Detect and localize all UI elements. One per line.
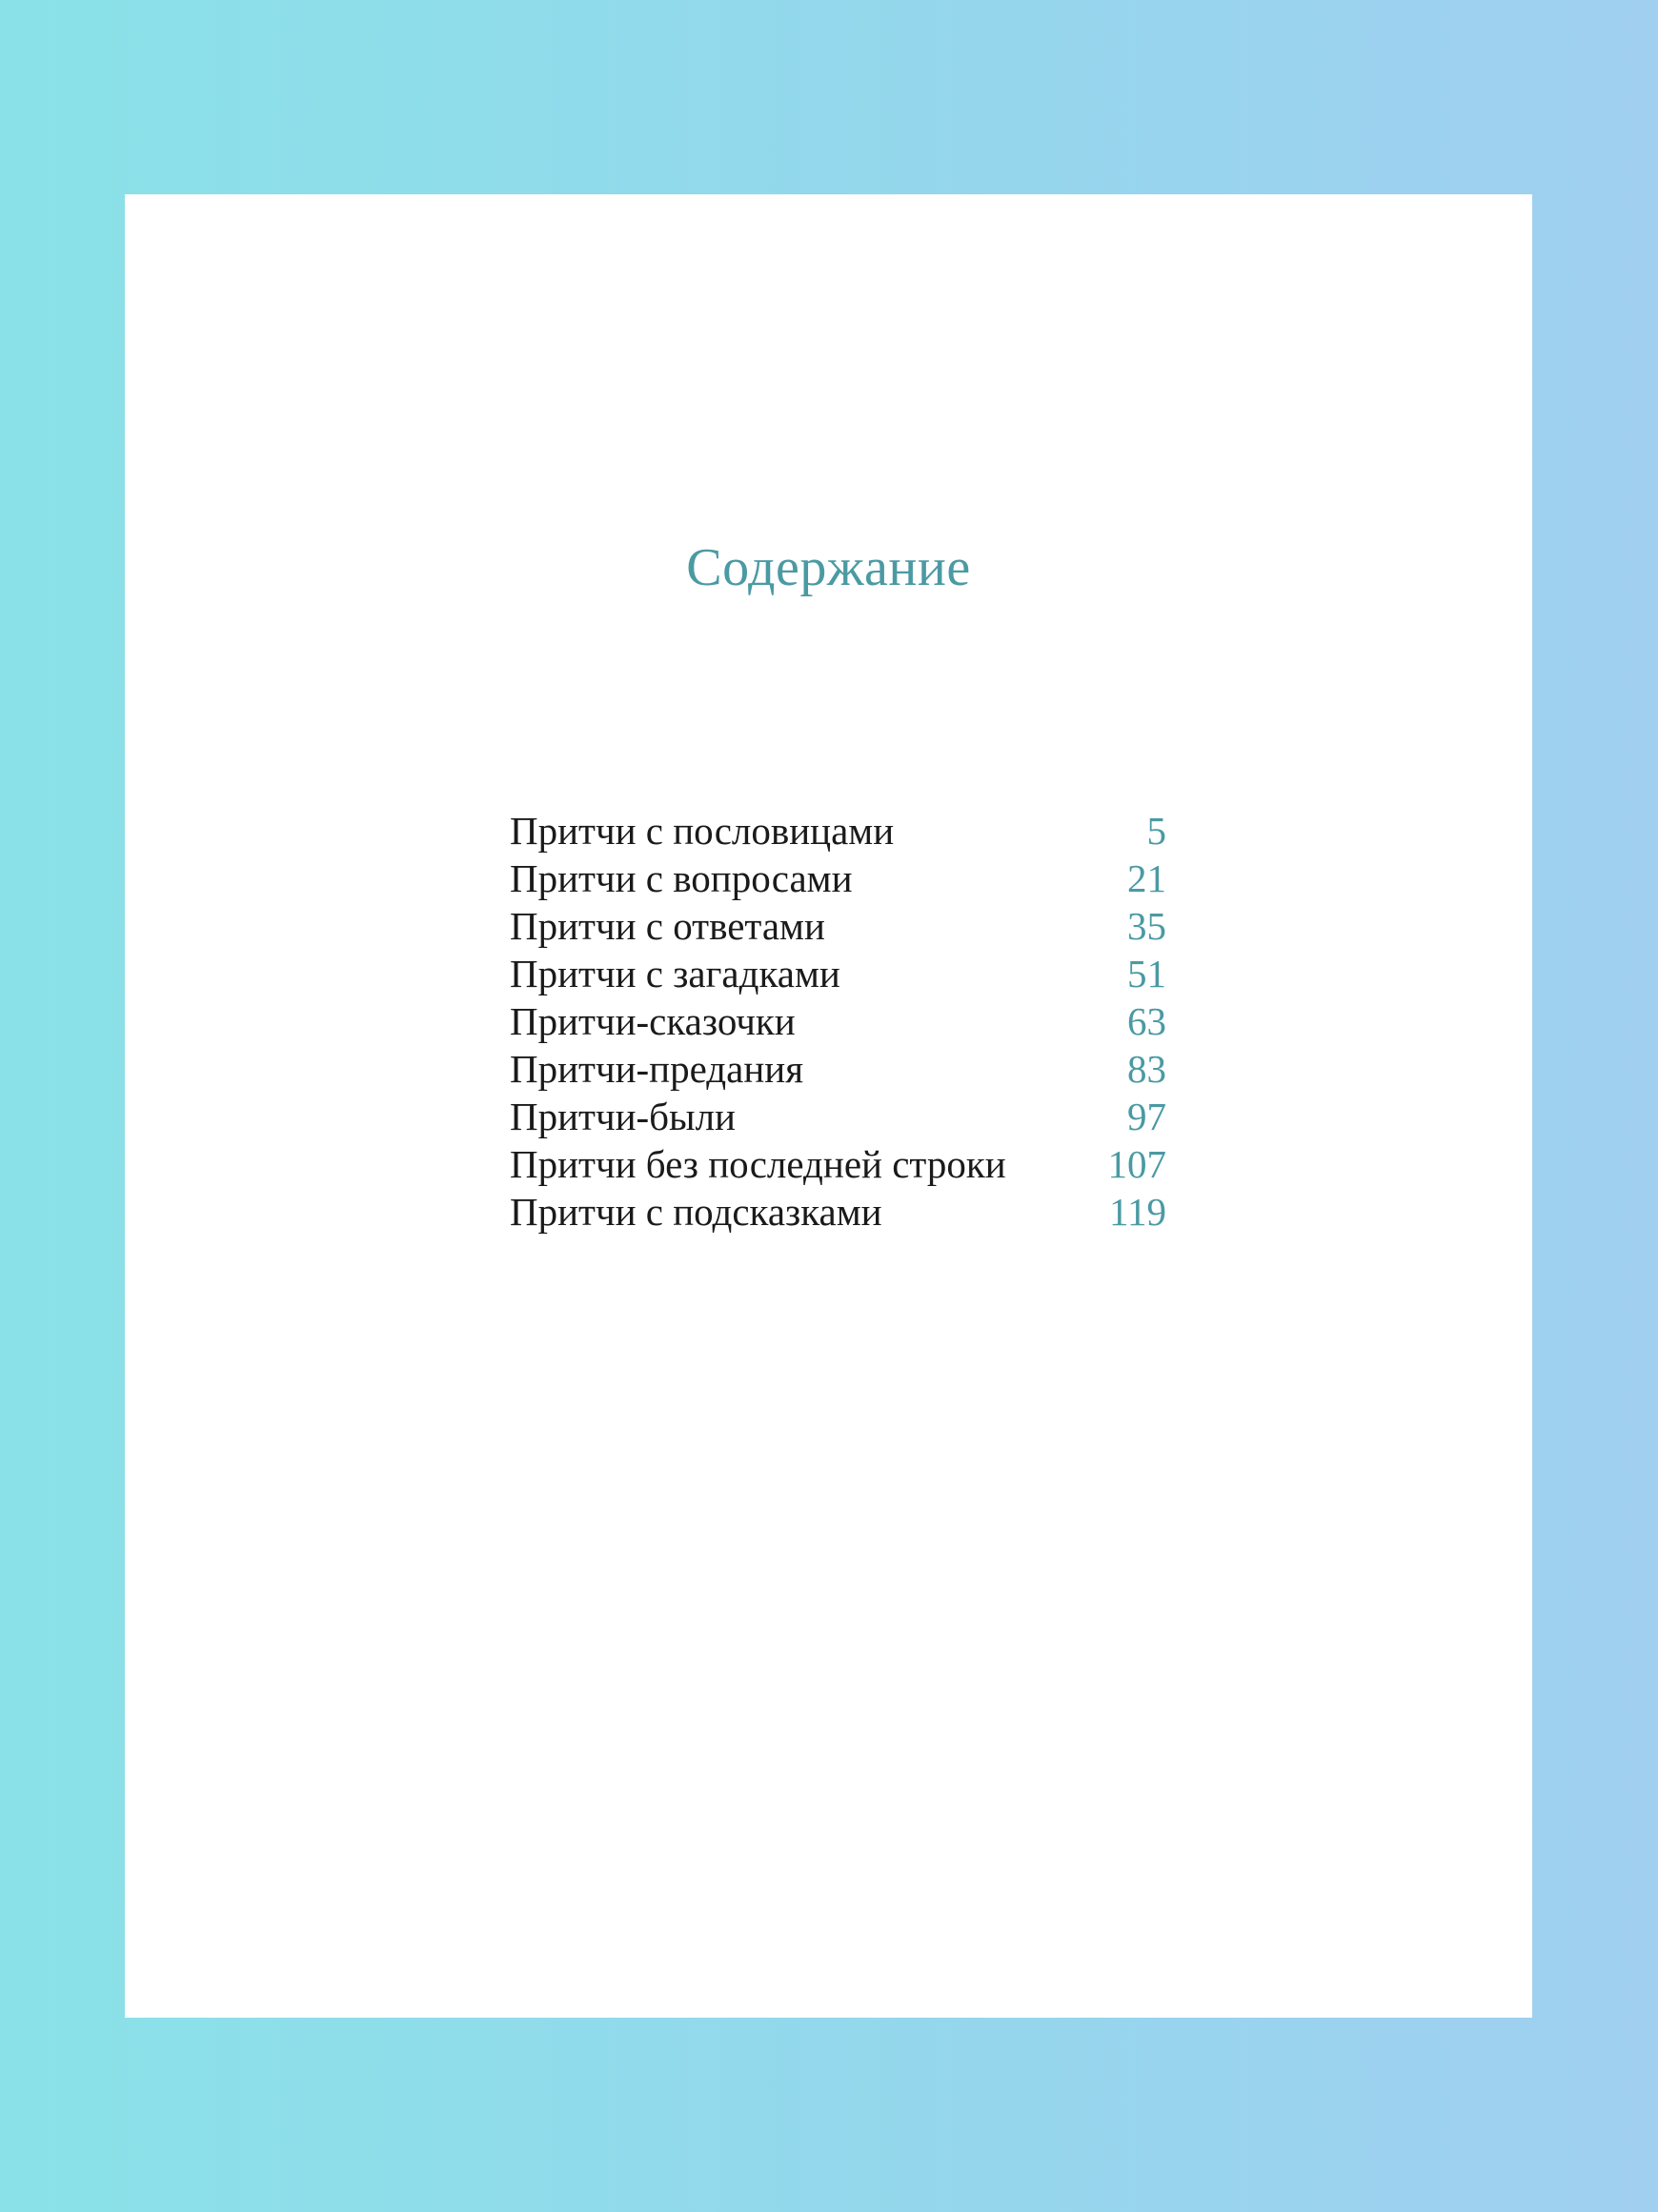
toc-entry[interactable] xyxy=(510,997,1166,1045)
toc-entry-page: 51 xyxy=(1127,952,1166,995)
toc-entry-page: 21 xyxy=(1127,856,1166,900)
toc-entry-label: Притчи-предания xyxy=(510,1047,804,1091)
toc-entry-label: Притчи с вопросами xyxy=(510,856,853,900)
book-page xyxy=(125,194,1532,2018)
toc-entry-page: 119 xyxy=(1109,1190,1166,1234)
toc-title: Содержание xyxy=(686,538,971,597)
toc-entry-label: Притчи с ответами xyxy=(510,904,825,948)
toc-entry[interactable] xyxy=(510,807,1166,855)
toc-entry-page: 83 xyxy=(1127,1047,1166,1091)
toc-entry[interactable] xyxy=(510,1188,1166,1236)
toc-entry-page: 97 xyxy=(1127,1095,1166,1138)
toc-entry-page: 107 xyxy=(1107,1142,1166,1186)
toc-entry-page: 35 xyxy=(1127,904,1166,948)
toc-entry-label: Притчи-сказочки xyxy=(510,999,796,1043)
toc-entry-label: Притчи с загадками xyxy=(510,952,840,995)
toc-list xyxy=(510,807,1166,1236)
toc-entry-label: Притчи-были xyxy=(510,1095,736,1138)
toc-entry[interactable] xyxy=(510,950,1166,997)
toc-entry-page: 63 xyxy=(1127,999,1166,1043)
toc-entry[interactable] xyxy=(510,1140,1166,1188)
toc-entry[interactable] xyxy=(510,902,1166,950)
toc-entry[interactable] xyxy=(510,855,1166,902)
toc-entry-label: Притчи без последней строки xyxy=(510,1142,1006,1186)
toc-entry[interactable] xyxy=(510,1045,1166,1093)
toc-entry-label: Притчи с подсказками xyxy=(510,1190,882,1234)
toc-entry-label: Притчи с пословицами xyxy=(510,809,895,853)
toc-entry-page: 5 xyxy=(1146,809,1166,853)
toc-entry[interactable] xyxy=(510,1093,1166,1140)
